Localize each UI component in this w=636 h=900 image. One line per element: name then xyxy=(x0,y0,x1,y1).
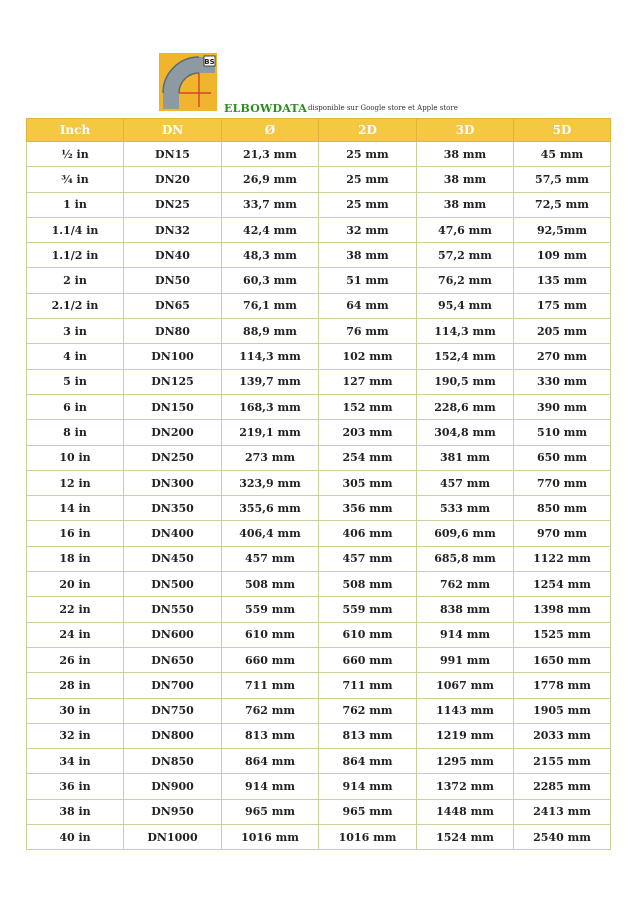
table-cell: 135 mm xyxy=(514,268,611,293)
table-cell: 850 mm xyxy=(514,496,611,521)
table-cell: 1.1/4 in xyxy=(27,217,124,242)
table-cell: 20 in xyxy=(27,572,124,597)
column-header: DN xyxy=(124,119,222,142)
table-cell: 114,3 mm xyxy=(222,344,319,369)
table-cell: DN450 xyxy=(124,546,222,571)
table-cell: 508 mm xyxy=(222,572,319,597)
table-header-row xyxy=(27,119,611,142)
table-cell: 102 mm xyxy=(319,344,417,369)
table-cell: 16 in xyxy=(27,521,124,546)
table-cell: ½ in xyxy=(27,142,124,167)
table-row xyxy=(27,268,611,293)
table-cell: DN200 xyxy=(124,420,222,445)
logo-badge-text: BS xyxy=(204,58,215,66)
table-cell: DN750 xyxy=(124,698,222,723)
table-row xyxy=(27,496,611,521)
table-cell: 770 mm xyxy=(514,470,611,495)
table-row xyxy=(27,319,611,344)
table-cell: 114,3 mm xyxy=(417,319,514,344)
table-cell: 762 mm xyxy=(319,698,417,723)
table-cell: 356 mm xyxy=(319,496,417,521)
table-cell: 22 in xyxy=(27,597,124,622)
table-cell: 47,6 mm xyxy=(417,217,514,242)
table-cell: 273 mm xyxy=(222,445,319,470)
table-row xyxy=(27,344,611,369)
table-row xyxy=(27,167,611,192)
table-cell: 510 mm xyxy=(514,420,611,445)
table-row xyxy=(27,293,611,318)
table-cell: DN80 xyxy=(124,319,222,344)
table-cell: 36 in xyxy=(27,774,124,799)
table-cell: 991 mm xyxy=(417,647,514,672)
table-cell: 457 mm xyxy=(319,546,417,571)
table-row xyxy=(27,825,611,850)
table-cell: DN40 xyxy=(124,243,222,268)
table-cell: 26,9 mm xyxy=(222,167,319,192)
table-cell: 508 mm xyxy=(319,572,417,597)
table-cell: 60,3 mm xyxy=(222,268,319,293)
table-cell: 406 mm xyxy=(319,521,417,546)
table-cell: 95,4 mm xyxy=(417,293,514,318)
table-cell: 813 mm xyxy=(319,723,417,748)
table-cell: 139,7 mm xyxy=(222,369,319,394)
table-cell: 38 mm xyxy=(417,167,514,192)
table-cell: 28 in xyxy=(27,673,124,698)
table-row xyxy=(27,394,611,419)
table-cell: 48,3 mm xyxy=(222,243,319,268)
table-row xyxy=(27,799,611,824)
table-cell: 32 mm xyxy=(319,217,417,242)
table-cell: 323,9 mm xyxy=(222,470,319,495)
table-cell: 14 in xyxy=(27,496,124,521)
table-cell: 38 mm xyxy=(319,243,417,268)
table-cell: ¾ in xyxy=(27,167,124,192)
table-cell: 965 mm xyxy=(319,799,417,824)
table-cell: 330 mm xyxy=(514,369,611,394)
table-cell: 205 mm xyxy=(514,319,611,344)
table-row xyxy=(27,546,611,571)
table-cell: 24 in xyxy=(27,622,124,647)
table-row xyxy=(27,622,611,647)
table-cell: 864 mm xyxy=(319,749,417,774)
table-cell: 8 in xyxy=(27,420,124,445)
table-cell: 762 mm xyxy=(417,572,514,597)
table-cell: 305 mm xyxy=(319,470,417,495)
table-cell: 190,5 mm xyxy=(417,369,514,394)
table-row xyxy=(27,597,611,622)
table-row xyxy=(27,698,611,723)
table-cell: 40 in xyxy=(27,825,124,850)
table-cell: 38 mm xyxy=(417,142,514,167)
table-cell: 38 in xyxy=(27,799,124,824)
column-header: 5D xyxy=(514,119,611,142)
table-cell: 203 mm xyxy=(319,420,417,445)
table-cell: DN350 xyxy=(124,496,222,521)
table-cell: 1016 mm xyxy=(222,825,319,850)
table-cell: 18 in xyxy=(27,546,124,571)
table-cell: 34 in xyxy=(27,749,124,774)
table-cell: DN20 xyxy=(124,167,222,192)
table-cell: DN50 xyxy=(124,268,222,293)
table-cell: 270 mm xyxy=(514,344,611,369)
table-cell: 406,4 mm xyxy=(222,521,319,546)
table-cell: 1448 mm xyxy=(417,799,514,824)
table-cell: DN125 xyxy=(124,369,222,394)
table-cell: 92,5mm xyxy=(514,217,611,242)
table-cell: 2.1/2 in xyxy=(27,293,124,318)
table-cell: 76,2 mm xyxy=(417,268,514,293)
table-cell: DN300 xyxy=(124,470,222,495)
table-cell: 1778 mm xyxy=(514,673,611,698)
table-cell: 304,8 mm xyxy=(417,420,514,445)
table-cell: 838 mm xyxy=(417,597,514,622)
table-cell: 219,1 mm xyxy=(222,420,319,445)
table-row xyxy=(27,572,611,597)
table-row xyxy=(27,749,611,774)
table-body xyxy=(27,142,611,850)
table-row xyxy=(27,192,611,217)
table-cell: 64 mm xyxy=(319,293,417,318)
table-cell: DN400 xyxy=(124,521,222,546)
table-cell: 10 in xyxy=(27,445,124,470)
table-cell: 76,1 mm xyxy=(222,293,319,318)
table-cell: 2033 mm xyxy=(514,723,611,748)
table-cell: 914 mm xyxy=(319,774,417,799)
table-cell: 1650 mm xyxy=(514,647,611,672)
table-cell: 88,9 mm xyxy=(222,319,319,344)
table-cell: 711 mm xyxy=(222,673,319,698)
table-cell: DN500 xyxy=(124,572,222,597)
column-header: Inch xyxy=(27,119,124,142)
table-cell: 1.1/2 in xyxy=(27,243,124,268)
table-cell: 72,5 mm xyxy=(514,192,611,217)
table-cell: DN25 xyxy=(124,192,222,217)
elbow-icon xyxy=(159,53,217,111)
table-cell: 76 mm xyxy=(319,319,417,344)
table-cell: 152 mm xyxy=(319,394,417,419)
table-cell: DN800 xyxy=(124,723,222,748)
table-cell: 610 mm xyxy=(319,622,417,647)
table-cell: 1 in xyxy=(27,192,124,217)
table-cell: DN32 xyxy=(124,217,222,242)
table-row xyxy=(27,673,611,698)
table-cell: 1295 mm xyxy=(417,749,514,774)
table-cell: 1525 mm xyxy=(514,622,611,647)
table-cell: DN700 xyxy=(124,673,222,698)
table-row xyxy=(27,470,611,495)
table-cell: 3 in xyxy=(27,319,124,344)
table-cell: 25 mm xyxy=(319,142,417,167)
table-cell: 30 in xyxy=(27,698,124,723)
table-cell: 51 mm xyxy=(319,268,417,293)
table-cell: 25 mm xyxy=(319,167,417,192)
table-cell: 12 in xyxy=(27,470,124,495)
table-cell: 457 mm xyxy=(417,470,514,495)
table-cell: 38 mm xyxy=(417,192,514,217)
table-cell: 152,4 mm xyxy=(417,344,514,369)
table-row xyxy=(27,217,611,242)
table-cell: 559 mm xyxy=(319,597,417,622)
table-cell: 228,6 mm xyxy=(417,394,514,419)
table-cell: 32 in xyxy=(27,723,124,748)
table-row xyxy=(27,774,611,799)
table-cell: 57,2 mm xyxy=(417,243,514,268)
table-cell: 762 mm xyxy=(222,698,319,723)
table-cell: 914 mm xyxy=(417,622,514,647)
table-cell: DN250 xyxy=(124,445,222,470)
table-cell: 2285 mm xyxy=(514,774,611,799)
table-cell: 2540 mm xyxy=(514,825,611,850)
table-cell: 6 in xyxy=(27,394,124,419)
table-cell: 559 mm xyxy=(222,597,319,622)
table-cell: 2155 mm xyxy=(514,749,611,774)
table-cell: 1254 mm xyxy=(514,572,611,597)
table-row xyxy=(27,647,611,672)
brand-name: ELBOWDATA xyxy=(224,102,307,115)
table-cell: DN1000 xyxy=(124,825,222,850)
table-cell: 57,5 mm xyxy=(514,167,611,192)
table-cell: DN600 xyxy=(124,622,222,647)
table-cell: 864 mm xyxy=(222,749,319,774)
table-cell: 1067 mm xyxy=(417,673,514,698)
table-row xyxy=(27,420,611,445)
elbow-dimensions-table xyxy=(26,118,611,850)
table-cell: DN65 xyxy=(124,293,222,318)
table-cell: 1016 mm xyxy=(319,825,417,850)
table-cell: DN900 xyxy=(124,774,222,799)
table-cell: 1905 mm xyxy=(514,698,611,723)
table-cell: 610 mm xyxy=(222,622,319,647)
table-cell: 1122 mm xyxy=(514,546,611,571)
table-cell: 2 in xyxy=(27,268,124,293)
table-cell: 457 mm xyxy=(222,546,319,571)
table-row xyxy=(27,521,611,546)
elbow-logo xyxy=(159,53,217,111)
table-cell: 390 mm xyxy=(514,394,611,419)
table-cell: 650 mm xyxy=(514,445,611,470)
table-cell: 109 mm xyxy=(514,243,611,268)
table-cell: 813 mm xyxy=(222,723,319,748)
column-header: 2D xyxy=(319,119,417,142)
table-row xyxy=(27,369,611,394)
table-row xyxy=(27,243,611,268)
table-cell: 660 mm xyxy=(222,647,319,672)
table-cell: 127 mm xyxy=(319,369,417,394)
table-cell: DN650 xyxy=(124,647,222,672)
table-row xyxy=(27,142,611,167)
table-cell: 685,8 mm xyxy=(417,546,514,571)
table-cell: 1143 mm xyxy=(417,698,514,723)
table-cell: 1372 mm xyxy=(417,774,514,799)
table-cell: 175 mm xyxy=(514,293,611,318)
table-cell: 25 mm xyxy=(319,192,417,217)
table-cell: 1398 mm xyxy=(514,597,611,622)
table-cell: DN850 xyxy=(124,749,222,774)
table-cell: 609,6 mm xyxy=(417,521,514,546)
table-cell: 2413 mm xyxy=(514,799,611,824)
table-cell: DN15 xyxy=(124,142,222,167)
table-cell: 1219 mm xyxy=(417,723,514,748)
table-cell: DN950 xyxy=(124,799,222,824)
table-cell: 533 mm xyxy=(417,496,514,521)
column-header: Ø xyxy=(222,119,319,142)
table-cell: 5 in xyxy=(27,369,124,394)
table-cell: 168,3 mm xyxy=(222,394,319,419)
table-cell: 26 in xyxy=(27,647,124,672)
table-cell: 1524 mm xyxy=(417,825,514,850)
table-cell: DN150 xyxy=(124,394,222,419)
table-cell: DN100 xyxy=(124,344,222,369)
table-cell: 4 in xyxy=(27,344,124,369)
table-cell: 965 mm xyxy=(222,799,319,824)
table-cell: 254 mm xyxy=(319,445,417,470)
table-cell: 381 mm xyxy=(417,445,514,470)
table-cell: 660 mm xyxy=(319,647,417,672)
table-cell: 33,7 mm xyxy=(222,192,319,217)
table-cell: 914 mm xyxy=(222,774,319,799)
table-cell: 970 mm xyxy=(514,521,611,546)
table-cell: 711 mm xyxy=(319,673,417,698)
brand-tagline: disponible sur Google store et Apple store xyxy=(308,104,458,112)
table-row xyxy=(27,723,611,748)
table-cell: DN550 xyxy=(124,597,222,622)
table-cell: 45 mm xyxy=(514,142,611,167)
table-row xyxy=(27,445,611,470)
table-cell: 42,4 mm xyxy=(222,217,319,242)
column-header: 3D xyxy=(417,119,514,142)
table-cell: 355,6 mm xyxy=(222,496,319,521)
table-cell: 21,3 mm xyxy=(222,142,319,167)
